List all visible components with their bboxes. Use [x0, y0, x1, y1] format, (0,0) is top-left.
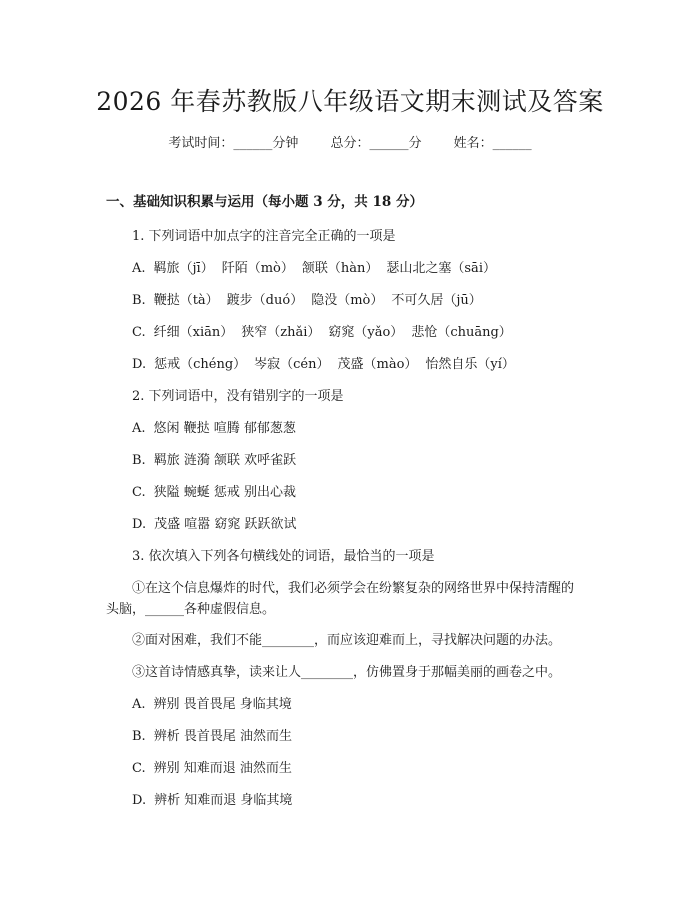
q3-sentence-1-line-2: 头脑，______各种虚假信息。: [106, 602, 276, 617]
q1-option-d: [132, 353, 523, 372]
q3-option-b: [132, 725, 292, 744]
option-term: 颔联（hàn）: [301, 261, 379, 276]
meta-score-label: 总分：: [330, 136, 370, 151]
option-text: 辨析 畏首畏尾 油然而生: [153, 729, 292, 744]
option-term: 悲怆（chuāng）: [411, 325, 512, 340]
q3-sentence-2: ②面对困难，我们不能________，而应该迎难而上，寻找解决问题的办法。: [132, 633, 562, 648]
option-text: 辨析 知难而退 身临其境: [154, 793, 293, 808]
option-letter: C.: [132, 325, 146, 340]
question-1-stem: 1. 下列词语中加点字的注音完全正确的一项是: [132, 229, 396, 244]
option-letter: D.: [132, 357, 147, 372]
option-term: 羁旅（jī）: [153, 261, 214, 276]
option-text: 悠闲 鞭挞 喧腾 郁郁葱葱: [153, 421, 296, 436]
meta-time-suffix: 分钟: [272, 136, 299, 151]
meta-score-suffix: 分: [408, 136, 422, 151]
option-term: 惩戒（chéng）: [154, 357, 247, 372]
option-letter: D.: [132, 793, 147, 808]
option-term: 纤细（xiān）: [153, 325, 234, 340]
option-letter: A.: [132, 421, 146, 436]
section-heading: 一、基础知识积累与运用（每小题 3 分，共 18 分）: [106, 194, 423, 210]
q3-sentence-3: ③这首诗情感真挚，读来让人________，仿佛置身于那幅美丽的画卷之中。: [132, 665, 562, 680]
option-letter: C.: [132, 761, 146, 776]
option-text: 茂盛 喧嚣 窈窕 跃跃欲试: [154, 517, 297, 532]
option-term: 隐没（mò）: [311, 293, 384, 308]
option-text: 羁旅 涟漪 颔联 欢呼雀跃: [153, 453, 297, 468]
option-term: 不可久居（jū）: [391, 293, 482, 308]
option-term: 踱步（duó）: [226, 293, 304, 308]
question-2-stem: 2. 下列词语中，没有错别字的一项是: [132, 389, 344, 404]
option-letter: A.: [132, 697, 146, 712]
q1-option-c: [132, 321, 520, 340]
q2-option-c: [132, 481, 296, 500]
meta-time-blank: ______: [233, 136, 273, 151]
option-term: 鞭挞（tà）: [153, 293, 219, 308]
q1-option-b: [132, 289, 490, 308]
q3-sentence-1-line-1: ①在这个信息爆炸的时代，我们必须学会在纷繁复杂的网络世界中保持清醒的: [132, 581, 575, 596]
meta-name-blank: ______: [492, 136, 532, 151]
q3-option-d: [132, 789, 292, 808]
option-term: 窈窕（yǎo）: [328, 325, 404, 340]
meta-time-label: 考试时间：: [168, 136, 234, 151]
q1-option-a: [132, 257, 504, 276]
option-term: 狭窄（zhǎi）: [241, 325, 321, 340]
option-term: 茂盛（mào）: [337, 357, 418, 372]
option-letter: B.: [132, 293, 146, 308]
meta-score: [330, 136, 421, 151]
q3-option-a: [132, 693, 292, 712]
q2-option-a: [132, 417, 296, 436]
option-term: 怡然自乐（yí）: [425, 357, 515, 372]
option-text: 狭隘 蜿蜒 惩戒 别出心裁: [153, 485, 297, 500]
option-letter: A.: [132, 261, 146, 276]
option-term: 阡陌（mò）: [221, 261, 294, 276]
q3-option-c: [132, 757, 292, 776]
q2-option-d: [132, 513, 297, 532]
meta-time: [168, 136, 298, 151]
q2-option-b: [132, 449, 296, 468]
option-term: 瑟山北之塞（sāi）: [386, 261, 496, 276]
option-term: 岑寂（cén）: [254, 357, 330, 372]
question-3-stem: 3. 依次填入下列各句横线处的词语，最恰当的一项是: [132, 549, 435, 564]
option-text: 辨别 畏首畏尾 身临其境: [153, 697, 292, 712]
document-title: 2026 年春苏教版八年级语文期末测试及答案: [96, 87, 604, 116]
meta-score-blank: ______: [369, 136, 409, 151]
meta-name-label: 姓名：: [453, 136, 493, 151]
option-letter: C.: [132, 485, 146, 500]
exam-meta: [0, 132, 700, 151]
option-letter: D.: [132, 517, 147, 532]
option-letter: B.: [132, 453, 146, 468]
meta-name: [454, 136, 532, 151]
option-text: 辨别 知难而退 油然而生: [153, 761, 292, 776]
option-letter: B.: [132, 729, 146, 744]
